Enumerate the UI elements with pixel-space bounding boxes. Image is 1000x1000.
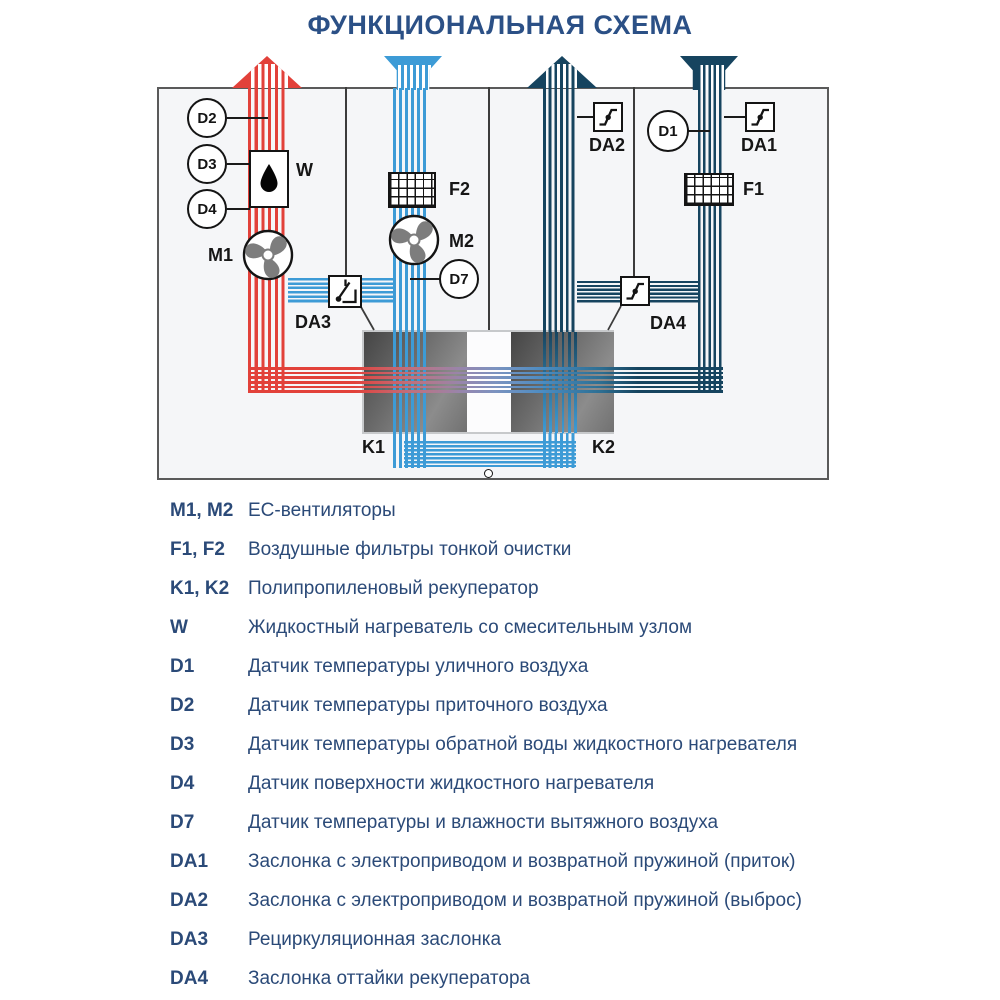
page-title: ФУНКЦИОНАЛЬНАЯ СХЕМА bbox=[307, 10, 693, 40]
da4-damper bbox=[620, 276, 650, 306]
legend-desc: Датчик температуры обратной воды жидкостного нагревателя bbox=[248, 734, 798, 755]
drain-port bbox=[484, 469, 493, 478]
damper-icon bbox=[747, 104, 773, 130]
legend-key: D7 bbox=[170, 812, 195, 833]
d2-connector-line bbox=[227, 117, 268, 119]
w-label: W bbox=[296, 160, 313, 180]
legend-key: D1 bbox=[170, 656, 195, 677]
legend-key: D4 bbox=[170, 773, 195, 794]
legend-key: K1, K2 bbox=[170, 578, 230, 599]
d3-connector-line bbox=[227, 163, 250, 165]
supply-air-arrow bbox=[232, 56, 302, 88]
casing-divider-3 bbox=[633, 87, 635, 277]
legend-item bbox=[170, 695, 608, 717]
legend-desc: Заслонка с электроприводом и возвратной пружиной (приток) bbox=[248, 851, 796, 872]
m1-label: M1 bbox=[208, 245, 234, 265]
damper-icon-rotated bbox=[330, 277, 360, 306]
legend-item bbox=[170, 968, 530, 990]
d4-connector-line bbox=[227, 208, 250, 210]
legend-item bbox=[170, 734, 797, 756]
da2-label: DA2 bbox=[589, 135, 626, 155]
legend-item bbox=[170, 500, 396, 522]
legend-item bbox=[170, 578, 539, 600]
legend-item bbox=[170, 773, 654, 795]
f1-label: F1 bbox=[743, 179, 765, 199]
legend-key: M1, M2 bbox=[170, 500, 234, 521]
legend-item bbox=[170, 656, 588, 678]
d3-sensor: D3 bbox=[187, 144, 227, 184]
d7-sensor: D7 bbox=[439, 259, 479, 299]
water-drop-icon bbox=[258, 163, 280, 195]
legend-desc: Рециркуляционная заслонка bbox=[248, 929, 502, 950]
da4-label: DA4 bbox=[650, 313, 687, 333]
d2-sensor: D2 bbox=[187, 98, 227, 138]
legend-desc: Датчик поверхности жидкостного нагревателя bbox=[248, 773, 655, 794]
casing-divider-1 bbox=[345, 87, 347, 275]
k1-label: K1 bbox=[362, 437, 386, 457]
da2-damper bbox=[593, 102, 623, 132]
d4-sensor: D4 bbox=[187, 189, 227, 229]
legend-item bbox=[170, 890, 802, 912]
da1-damper bbox=[745, 102, 775, 132]
legend-item bbox=[170, 539, 571, 561]
exhaust-pipe bbox=[543, 88, 577, 332]
legend-key: DA1 bbox=[170, 851, 209, 872]
damper-icon bbox=[622, 278, 648, 304]
exhaust-air-arrow bbox=[527, 56, 597, 88]
outdoor-air-inlet-arrow bbox=[680, 56, 738, 90]
m1-fan-icon bbox=[242, 229, 294, 281]
legend-key: DA4 bbox=[170, 968, 209, 989]
legend-desc: Жидкостный нагреватель со смесительным узлом bbox=[248, 617, 693, 638]
da1-label: DA1 bbox=[741, 135, 778, 155]
casing-divider-2 bbox=[488, 87, 490, 332]
m2-label: M2 bbox=[449, 231, 475, 251]
legend-desc: Датчик температуры уличного воздуха bbox=[248, 656, 589, 677]
legend-desc: Полипропиленовый рекуператор bbox=[248, 578, 539, 599]
f2-filter bbox=[388, 172, 436, 208]
legend-desc: Датчик температуры и влажности вытяжного воздуха bbox=[248, 812, 719, 833]
f1-filter bbox=[684, 173, 734, 206]
legend-item bbox=[170, 617, 692, 639]
extract-air-inlet-arrow bbox=[384, 56, 442, 90]
d1-sensor: D1 bbox=[647, 110, 689, 152]
legend-desc: Заслонка оттайки рекуператора bbox=[248, 968, 531, 989]
k2-label: K2 bbox=[592, 437, 616, 457]
legend-item bbox=[170, 812, 718, 834]
legend-key: D3 bbox=[170, 734, 195, 755]
outdoor-pipe bbox=[698, 88, 724, 393]
legend-desc: Воздушные фильтры тонкой очистки bbox=[248, 539, 572, 560]
legend-desc: Датчик температуры приточного воздуха bbox=[248, 695, 608, 716]
legend-item bbox=[170, 929, 501, 951]
legend-desc: Заслонка с электроприводом и возвратной пружиной (выброс) bbox=[248, 890, 802, 911]
damper-icon bbox=[595, 104, 621, 130]
legend-desc: ЕС-вентиляторы bbox=[248, 500, 396, 521]
da3-damper bbox=[328, 275, 362, 308]
legend-key: D2 bbox=[170, 695, 195, 716]
legend-key: W bbox=[170, 617, 188, 638]
uturn-pipe bbox=[404, 441, 576, 467]
d7-connector-line bbox=[410, 278, 441, 280]
legend-item bbox=[170, 851, 795, 873]
legend-key: DA3 bbox=[170, 929, 209, 950]
da2-connector-line bbox=[577, 116, 594, 118]
heat-exchange-pipe bbox=[250, 367, 723, 393]
legend-key: F1, F2 bbox=[170, 539, 225, 560]
da3-label: DA3 bbox=[295, 312, 332, 332]
da1-connector-line bbox=[724, 116, 746, 118]
w-heater-box bbox=[249, 150, 289, 208]
d1-connector-line bbox=[688, 130, 710, 132]
f2-label: F2 bbox=[449, 179, 471, 199]
m2-fan-icon bbox=[388, 214, 440, 266]
legend-key: DA2 bbox=[170, 890, 209, 911]
